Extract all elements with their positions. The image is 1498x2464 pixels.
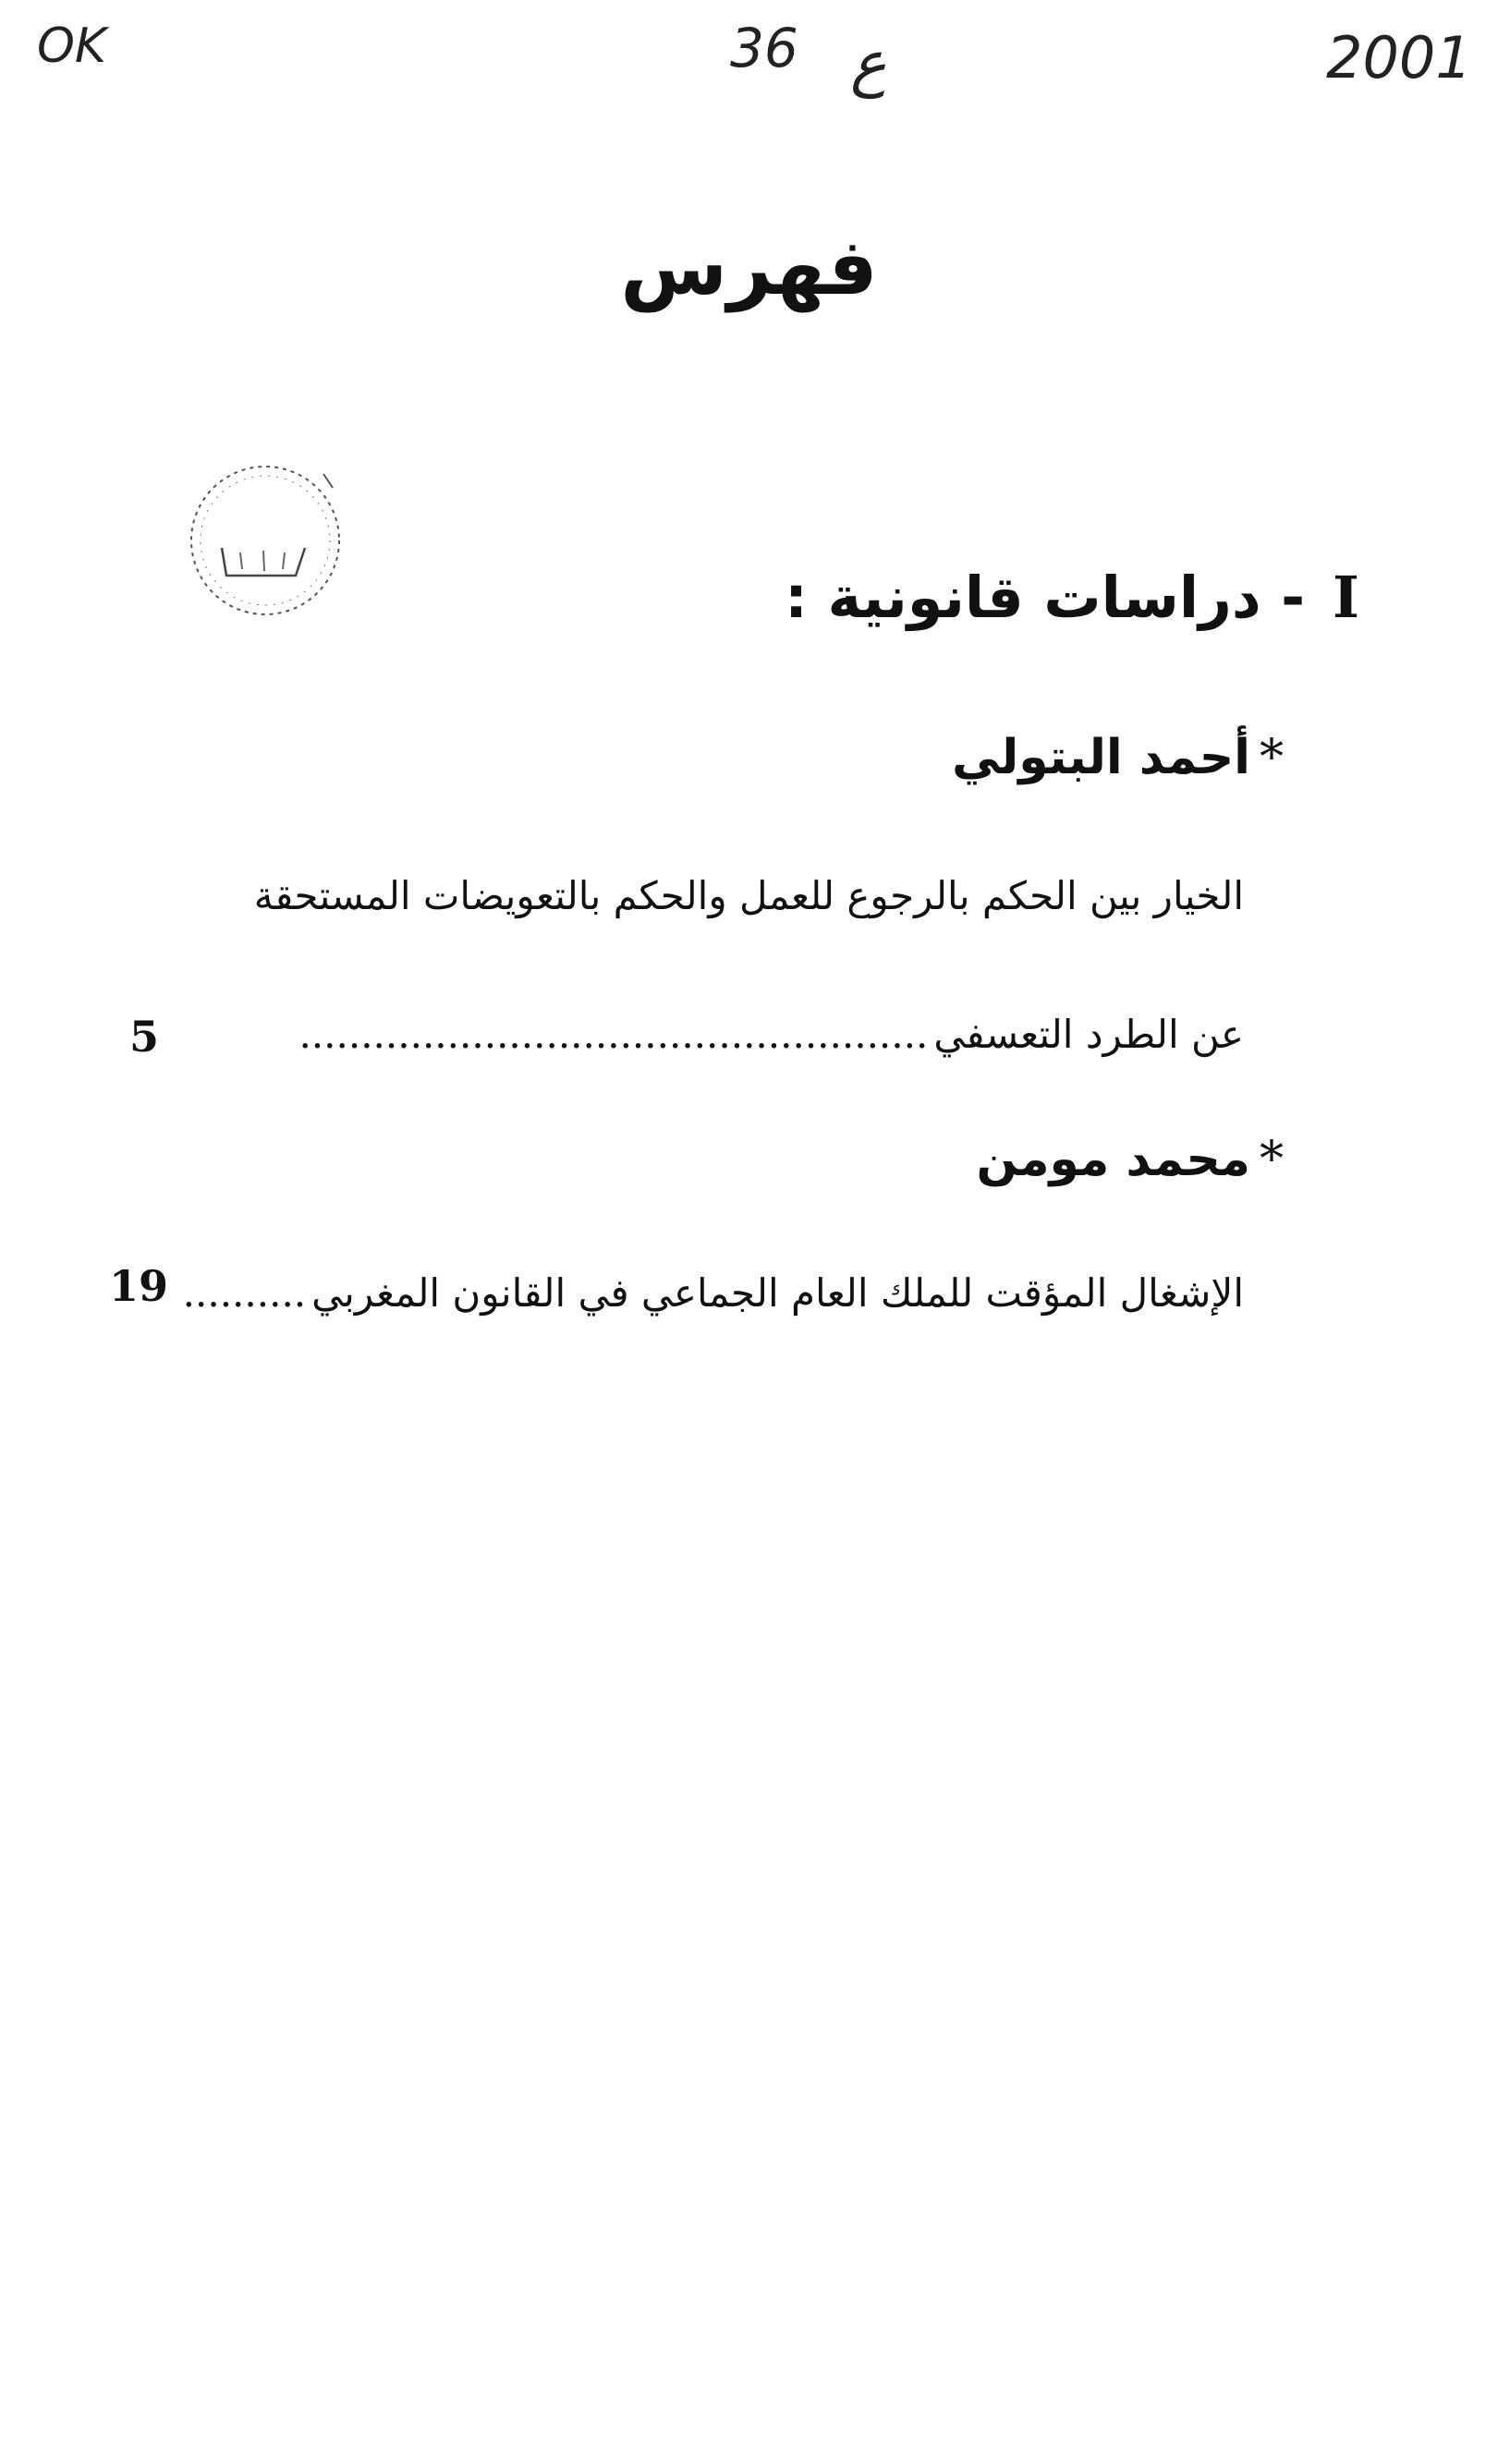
leader-dots: ...................................................	[298, 1012, 929, 1057]
section-heading	[785, 564, 1359, 631]
handwritten-ok-note: OK	[37, 18, 107, 74]
author-name: أحمد البتولي	[952, 730, 1250, 785]
entry-title-text: عن الطرد التعسفي	[933, 1012, 1244, 1057]
entry-title-line	[298, 1012, 1244, 1057]
page-number: 19	[109, 1261, 169, 1311]
page-title: فهرس	[620, 222, 878, 312]
entry-title-line: الخيار بين الحكم بالرجوع للعمل والحكم بالتعويضات المستحقة	[253, 873, 1244, 918]
section-dash: -	[1281, 564, 1305, 631]
handwritten-year: 2001	[1326, 24, 1472, 91]
author-name: محمد مومن	[976, 1132, 1250, 1187]
bullet-star: *	[1260, 1132, 1284, 1187]
bullet-star: *	[1260, 730, 1284, 785]
entry-title-line	[183, 1270, 1244, 1316]
leader-dots: ..........	[182, 1270, 307, 1316]
handwritten-issue-letter: ع	[850, 28, 887, 99]
author-heading	[952, 730, 1284, 785]
handwritten-issue-number: 36	[730, 17, 798, 79]
entry-title-text: الإشغال المؤقت للملك العام الجماعي في القانون المغربي	[311, 1270, 1244, 1316]
section-number: I	[1332, 564, 1359, 631]
author-heading	[977, 1132, 1284, 1187]
page-number: 5	[129, 1012, 160, 1062]
section-label: دراسات قانونية :	[785, 564, 1261, 631]
library-stamp-icon	[185, 460, 347, 622]
